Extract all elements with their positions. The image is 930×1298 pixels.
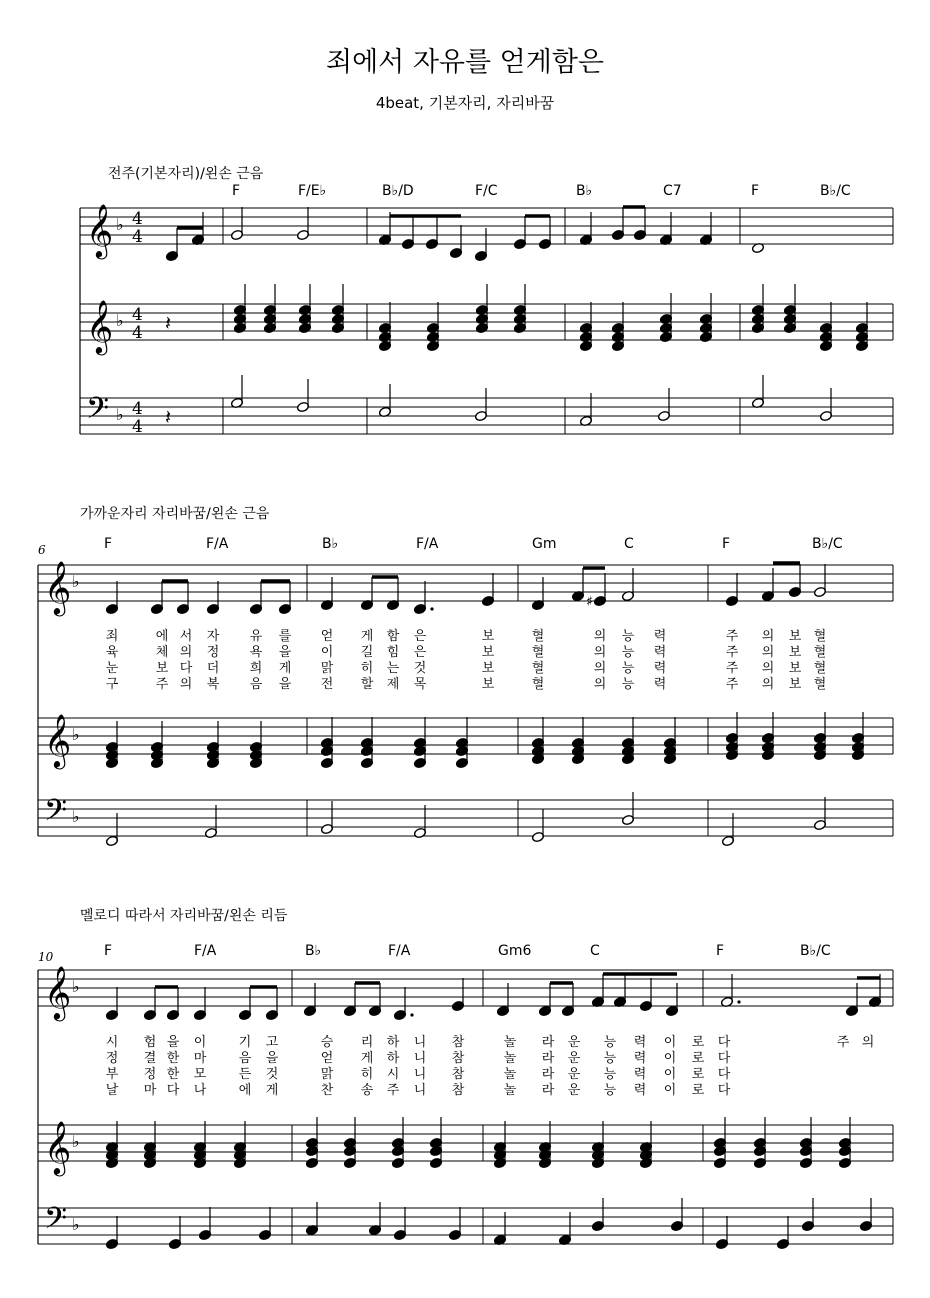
treble-clef: 𝄞 — [86, 299, 114, 353]
lyric-syllable: 다 — [717, 1035, 731, 1050]
lyric-syllable: 의 — [761, 645, 775, 660]
lyric-syllable: 맑 — [320, 1067, 334, 1082]
lyric-syllable: 서 — [179, 629, 193, 644]
lyric-syllable: 라 — [541, 1067, 555, 1082]
lyric-syllable: 승 — [320, 1035, 334, 1050]
chord-symbol: C — [590, 943, 600, 959]
lyric-syllable: 마 — [143, 1083, 157, 1098]
lyric-syllable: 놀 — [503, 1067, 517, 1082]
lyric-syllable: 니 — [413, 1083, 427, 1098]
bass-clef: 𝄢 — [44, 1202, 68, 1243]
key-signature-flat: ♭ — [72, 807, 80, 826]
lyric-syllable: 눈 — [105, 661, 119, 676]
lyric-syllable: 다 — [717, 1083, 731, 1098]
lyric-syllable: 히 — [360, 661, 374, 676]
lyric-syllable: 히 — [360, 1067, 374, 1082]
lyric-syllable: 의 — [593, 677, 607, 692]
lyric-syllable: 혈 — [813, 645, 827, 660]
chord-symbol: Gm — [532, 536, 557, 552]
chord-symbol: F/A — [206, 536, 229, 552]
lyric-syllable: 한 — [166, 1067, 180, 1082]
lyric-syllable: 로 — [691, 1083, 705, 1098]
lyric-syllable: 이 — [193, 1035, 207, 1050]
lyric-syllable: 송 — [360, 1083, 374, 1098]
chord-symbol: B♭/D — [382, 183, 414, 199]
time-signature: 4 — [132, 209, 143, 229]
key-signature-flat: ♭ — [72, 1215, 80, 1234]
lyric-syllable: 이 — [663, 1083, 677, 1098]
lyric-syllable: 주 — [725, 645, 739, 660]
lyric-syllable: 을 — [265, 1051, 279, 1066]
lyric-syllable: 이 — [663, 1035, 677, 1050]
chord-symbol: F — [751, 183, 760, 199]
lyric-syllable: 니 — [413, 1067, 427, 1082]
lyric-syllable: 혈 — [531, 645, 545, 660]
lyric-syllable: 찬 — [320, 1083, 334, 1098]
treble-clef: 𝄞 — [44, 713, 72, 767]
lyric-syllable: 이 — [663, 1067, 677, 1082]
lyric-syllable: 보 — [788, 645, 802, 660]
dotted-note — [430, 607, 433, 610]
lyric-syllable: 능 — [603, 1083, 617, 1098]
lyric-syllable: 의 — [761, 661, 775, 676]
treble-clef: 𝄞 — [44, 560, 72, 614]
lyric-syllable: 능 — [621, 677, 635, 692]
dotted-note — [737, 1000, 740, 1003]
lyric-syllable: 능 — [603, 1051, 617, 1066]
chord-symbol: B♭ — [305, 943, 322, 959]
lyric-syllable: 보 — [481, 677, 495, 692]
lyric-syllable: 것 — [265, 1067, 279, 1082]
sharp-accidental: ♯ — [586, 594, 593, 610]
time-signature: 4 — [132, 417, 143, 437]
lyric-syllable: 의 — [593, 661, 607, 676]
quarter-rest: 𝄽 — [165, 311, 172, 335]
score-subtitle: 4beat, 기본자리, 자리바꿈 — [375, 94, 555, 112]
lyric-syllable: 주 — [725, 677, 739, 692]
lyric-syllable: 죄 — [105, 629, 119, 644]
lyric-syllable: 리 — [360, 1035, 374, 1050]
score-title: 죄에서 자유를 얻게함은 — [326, 47, 604, 78]
lyric-syllable: 함 — [386, 629, 400, 644]
lyric-syllable: 는 — [386, 661, 400, 676]
lyric-syllable: 정 — [143, 1067, 157, 1082]
chord-symbol: B♭ — [322, 536, 339, 552]
lyric-syllable: 맑 — [320, 661, 334, 676]
lyric-syllable: 의 — [179, 645, 193, 660]
key-signature-flat: ♭ — [116, 215, 124, 234]
lyric-syllable: 의 — [593, 629, 607, 644]
lyric-syllable: 얻 — [320, 629, 334, 644]
lyric-syllable: 게 — [360, 629, 374, 644]
lyric-syllable: 이 — [320, 645, 334, 660]
lyric-syllable: 험 — [143, 1035, 157, 1050]
lyric-syllable: 력 — [633, 1051, 647, 1066]
lyric-syllable: 다 — [717, 1051, 731, 1066]
lyric-syllable: 를 — [278, 629, 292, 644]
lyric-syllable: 력 — [653, 661, 667, 676]
lyric-syllable: 능 — [621, 645, 635, 660]
lyric-syllable: 은 — [413, 645, 427, 660]
lyric-syllable: 력 — [653, 629, 667, 644]
lyric-syllable: 제 — [386, 677, 400, 692]
lyric-syllable: 혈 — [813, 677, 827, 692]
time-signature: 4 — [132, 227, 143, 247]
dotted-note — [410, 1013, 413, 1016]
lyric-syllable: 주 — [155, 677, 169, 692]
lyric-syllable: 혈 — [531, 677, 545, 692]
lyric-syllable: 하 — [386, 1051, 400, 1066]
quarter-rest: 𝄽 — [165, 405, 172, 429]
lyric-syllable: 다 — [717, 1067, 731, 1082]
lyric-syllable: 의 — [861, 1035, 875, 1050]
bass-clef: 𝄢 — [44, 794, 68, 835]
lyric-syllable: 혈 — [813, 661, 827, 676]
lyric-syllable: 정 — [105, 1051, 119, 1066]
lyric-syllable: 음 — [238, 1051, 252, 1066]
lyric-syllable: 을 — [278, 645, 292, 660]
lyric-syllable: 라 — [541, 1035, 555, 1050]
lyric-syllable: 운 — [567, 1035, 581, 1050]
chord-symbol: F/A — [416, 536, 439, 552]
chord-symbol: F — [716, 943, 725, 959]
chord-symbol: C — [624, 536, 634, 552]
lyric-syllable: 게 — [265, 1083, 279, 1098]
lyric-syllable: 부 — [105, 1067, 119, 1082]
lyric-syllable: 마 — [193, 1051, 207, 1066]
lyric-syllable: 운 — [567, 1083, 581, 1098]
lyric-syllable: 력 — [653, 645, 667, 660]
lyric-syllable: 든 — [238, 1067, 252, 1082]
chord-symbol: F — [232, 183, 241, 199]
lyric-syllable: 목 — [413, 677, 427, 692]
lyric-syllable: 참 — [451, 1083, 465, 1098]
chord-symbol: F — [104, 536, 113, 552]
lyric-syllable: 력 — [633, 1035, 647, 1050]
lyric-syllable: 구 — [105, 677, 119, 692]
lyric-syllable: 다 — [179, 661, 193, 676]
treble-clef: 𝄞 — [86, 203, 114, 257]
treble-clef: 𝄞 — [44, 965, 72, 1019]
chord-symbol: Gm6 — [498, 943, 532, 959]
lyric-syllable: 주 — [836, 1035, 850, 1050]
lyric-syllable: 보 — [481, 629, 495, 644]
lyric-syllable: 능 — [603, 1067, 617, 1082]
lyric-syllable: 보 — [788, 677, 802, 692]
chord-symbol: C7 — [663, 183, 682, 199]
chord-symbol: F/A — [388, 943, 411, 959]
lyric-syllable: 참 — [451, 1051, 465, 1066]
chord-symbol: F/C — [475, 183, 498, 199]
measure-number: 10 — [38, 950, 54, 964]
lyric-syllable: 놀 — [503, 1083, 517, 1098]
lyric-syllable: 다 — [166, 1083, 180, 1098]
lyric-syllable: 주 — [725, 661, 739, 676]
lyric-syllable: 육 — [105, 645, 119, 660]
lyric-syllable: 참 — [451, 1067, 465, 1082]
lyric-syllable: 라 — [541, 1051, 555, 1066]
lyric-syllable: 전 — [320, 677, 334, 692]
time-signature: 4 — [132, 399, 143, 419]
lyric-syllable: 것 — [413, 661, 427, 676]
lyric-syllable: 날 — [105, 1083, 119, 1098]
time-signature: 4 — [132, 305, 143, 325]
lyric-syllable: 의 — [179, 677, 193, 692]
lyric-syllable: 모 — [193, 1067, 207, 1082]
lyric-syllable: 힘 — [386, 645, 400, 660]
lyric-syllable: 음 — [249, 677, 263, 692]
lyric-syllable: 한 — [166, 1051, 180, 1066]
lyric-syllable: 복 — [206, 677, 220, 692]
lyric-syllable: 은 — [413, 629, 427, 644]
lyric-syllable: 로 — [691, 1051, 705, 1066]
lyric-syllable: 력 — [633, 1083, 647, 1098]
lyric-syllable: 체 — [155, 645, 169, 660]
lyric-syllable: 혈 — [531, 629, 545, 644]
chord-symbol: B♭/C — [812, 536, 843, 552]
lyric-syllable: 로 — [691, 1067, 705, 1082]
lyric-syllable: 기 — [238, 1035, 252, 1050]
lyric-syllable: 시 — [386, 1067, 400, 1082]
lyric-syllable: 을 — [278, 677, 292, 692]
bass-clef: 𝄢 — [86, 392, 110, 433]
lyric-syllable: 이 — [663, 1051, 677, 1066]
lyric-syllable: 의 — [593, 645, 607, 660]
lyric-syllable: 보 — [788, 629, 802, 644]
measure-number: 6 — [38, 543, 46, 557]
lyric-syllable: 게 — [278, 661, 292, 676]
chord-symbol: F — [104, 943, 113, 959]
key-signature-flat: ♭ — [72, 1132, 80, 1151]
chord-symbol: B♭ — [576, 183, 593, 199]
chord-symbol: B♭/C — [820, 183, 851, 199]
key-signature-flat: ♭ — [116, 405, 124, 424]
lyric-syllable: 희 — [249, 661, 263, 676]
lyric-syllable: 니 — [413, 1051, 427, 1066]
chord-symbol: F/A — [194, 943, 217, 959]
lyric-syllable: 로 — [691, 1035, 705, 1050]
key-signature-flat: ♭ — [72, 725, 80, 744]
lyric-syllable: 주 — [386, 1083, 400, 1098]
lyric-syllable: 라 — [541, 1083, 555, 1098]
lyric-syllable: 더 — [206, 661, 220, 676]
lyric-syllable: 운 — [567, 1051, 581, 1066]
lyric-syllable: 력 — [633, 1067, 647, 1082]
lyric-syllable: 보 — [788, 661, 802, 676]
section-label: 멜로디 따라서 자리바꿈/왼손 리듬 — [80, 908, 288, 924]
lyric-syllable: 하 — [386, 1035, 400, 1050]
lyric-syllable: 운 — [567, 1067, 581, 1082]
lyric-syllable: 에 — [238, 1083, 252, 1098]
lyric-syllable: 길 — [360, 645, 374, 660]
lyric-syllable: 놀 — [503, 1051, 517, 1066]
lyric-syllable: 의 — [761, 629, 775, 644]
lyric-syllable: 을 — [166, 1035, 180, 1050]
lyric-syllable: 혈 — [813, 629, 827, 644]
lyric-syllable: 결 — [143, 1051, 157, 1066]
lyric-syllable: 유 — [249, 629, 263, 644]
lyric-syllable: 능 — [603, 1035, 617, 1050]
lyric-syllable: 얻 — [320, 1051, 334, 1066]
lyric-syllable: 니 — [413, 1035, 427, 1050]
lyric-syllable: 보 — [155, 661, 169, 676]
treble-clef: 𝄞 — [44, 1120, 72, 1174]
section-label: 전주(기본자리)/왼손 근음 — [108, 166, 264, 182]
lyric-syllable: 능 — [621, 629, 635, 644]
section-label: 가까운자리 자리바꿈/왼손 근음 — [80, 506, 270, 522]
chord-symbol: B♭/C — [800, 943, 831, 959]
lyric-syllable: 에 — [155, 629, 169, 644]
chord-symbol: F — [722, 536, 731, 552]
lyric-syllable: 나 — [193, 1083, 207, 1098]
chord-symbol: F/E♭ — [298, 183, 327, 199]
lyric-syllable: 정 — [206, 645, 220, 660]
lyric-syllable: 놀 — [503, 1035, 517, 1050]
lyric-syllable: 혈 — [531, 661, 545, 676]
lyric-syllable: 욕 — [249, 645, 263, 660]
lyric-syllable: 능 — [621, 661, 635, 676]
lyric-syllable: 보 — [481, 661, 495, 676]
lyric-syllable: 시 — [105, 1035, 119, 1050]
lyric-syllable: 자 — [206, 629, 220, 644]
lyric-syllable: 의 — [761, 677, 775, 692]
lyric-syllable: 참 — [451, 1035, 465, 1050]
lyric-syllable: 할 — [360, 677, 374, 692]
key-signature-flat: ♭ — [72, 572, 80, 591]
lyric-syllable: 게 — [360, 1051, 374, 1066]
lyric-syllable: 주 — [725, 629, 739, 644]
time-signature: 4 — [132, 323, 143, 343]
key-signature-flat: ♭ — [116, 311, 124, 330]
key-signature-flat: ♭ — [72, 977, 80, 996]
lyric-syllable: 보 — [481, 645, 495, 660]
lyric-syllable: 고 — [265, 1035, 279, 1050]
lyric-syllable: 력 — [653, 677, 667, 692]
